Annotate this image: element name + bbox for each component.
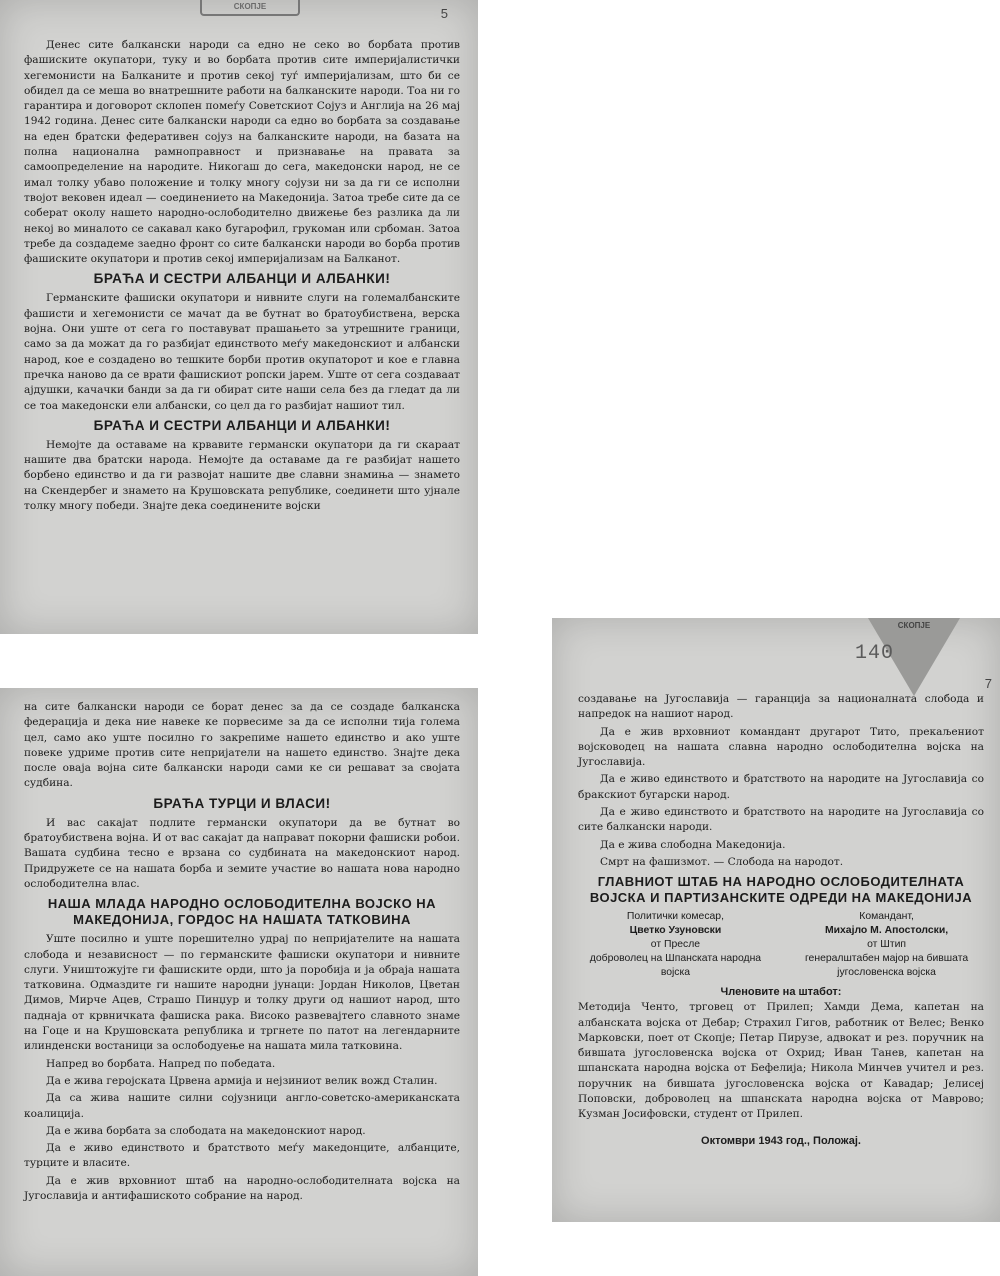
archive-stamp: СКОПЈЕ xyxy=(200,0,300,16)
slogan-line: Смрт на фашизмот. — Слобода на народот. xyxy=(600,855,844,868)
paragraph: Германските фашиски окупатори и нивните слуги на големалбанските фашисти и хегемонисти се мачат да ве бутнат во братоубиствена, верска војна. Они уште от сега го поставуват прашањето за утрешните граници, само за да можат да го разбијат единството меѓу македонскиот и албански народ, кое е создадено во тешките борби против окупаторот и кое е главна пречка наново да се врати фашискиот ропски јарем. Уште от сега создаваат ајдушки, качачки банди за да ги обират сите наши села без да гледат да ли се тоа македонски ели албански, со цел да го разбијат нашиот тил. xyxy=(24,292,460,412)
text-column xyxy=(578,692,984,1147)
section-heading: БРАЋА И СЕСТРИ АЛБАНЦИ И АЛБАНКИ! xyxy=(93,271,391,287)
paragraph: Уште посилно и уште порешително удрај по непријателите на нашата слобода и независност — по германските фашиски окупатори и нивните слуги. Уништожујте ги фашиските орди, што ја поробија и ја обраја нашата татковина. Одмаздите ги нашите народни јунаци: Јордан Николов, Цветан Димов, Мирче Ацев, Страшо Пинџур и толку други од нашиот народ, што паднаја от крвничката фашиска рака. Високо развевајтего славното знаме на Гоце и на Крушовската републикa и тргнете по патот на легендарните илинденски востаници за ослободуење на нашата мила татковина. xyxy=(24,933,460,1053)
slogan-line: Да е жива геројската Црвена армија и нејзиниот велик вожд Сталин. xyxy=(46,1074,438,1087)
staff-members-list: Методија Ченто, трговец от Прилеп; Хамди Дема, капетан на албанската војска от Дебар; Страхил Гигов, работник от Велес; Венко Марковски, поет от Скопје; Петар Пирузе, адвокат и рез. поручник на бившата југословенска војска от Охрид; Иван Танев, капетан на шпанската народна војска от Бефелија; Никола Минчев учител и рез. поручник на бившата југословенска војска от Кавадар; Јелисеј Поповски, доброволец на шпанската народна војска от Маврово; Кузман Јосифовски, студент от Прилеп. xyxy=(578,1001,984,1121)
date-line: Октомври 1943 год., Положај. xyxy=(701,1134,861,1147)
signature-role: Политички комесар, xyxy=(626,911,724,923)
paragraph: на сите балкански народи се борат денес за да се создаде балканска федерација и дека ние навеке ке порвесиме за да се исполни тија голема цел, само ако уште посилно го закрепиме нашето единство и ако уште повеке удриме против сите непријатели на нашето единство. Знајте дека после оваја војна сите балкански народи сами ке си решават за својата судбина. xyxy=(24,701,460,790)
paragraph: Денес сите балкански народи са едно не секо во борбата против фашиските окупатори, туку и во борбата против сите империјалистички хегемонисти на Балканите и против секој туѓ империјализам, што би се обидел да се меша во внатрешните работи на балканските народи. Тоа ни го гарантира и договорот склопен помеѓу Советскиот Сојуз и Англија на 26 мај 1942 година. Денес сите балкански народи са едно во борбата за создавање на еден братски федеративен сојуз на балканските народи, на базата на полна национална рамноправност и признавање на правата за самоопределение на народите. Никогаш до сега, македонски народ, не се имал толку убаво положение и толку многу сојузи ни за да ги се исполни твојот вековен идеал — соединението на Македонија. Затоа требе сите да се соберат околу нашето народно-ослободително движење без разлика да ли некој во миналото се сакавал како бугарофил, грукоман или србоман. Затоа требе да создадеме заедно фронт со сите балкански народи во борба против фашиските окупатори и против секој империјализам на Балканот. xyxy=(24,39,460,266)
section-heading: БРАЋА ТУРЦИ И ВЛАСИ! xyxy=(153,795,331,811)
text-column xyxy=(24,38,460,516)
commander-signature xyxy=(789,910,984,980)
paragraph: создавање на Југославија — гаранција за националната слобода и напредок на нашиот народ. xyxy=(578,693,984,721)
signature-name: Цветко Узуновски xyxy=(629,925,722,937)
commissar-signature xyxy=(578,910,773,980)
signatures xyxy=(578,910,984,980)
signature-role: Командант, xyxy=(859,911,914,923)
document-page-7 xyxy=(552,618,1000,1222)
signature-origin: от Пресле xyxy=(650,939,701,951)
document-page-6 xyxy=(0,688,478,1276)
signature-name: Михајло М. Апостолски, xyxy=(824,925,949,937)
staff-members-title: Членовите на штабот: xyxy=(720,986,842,999)
section-heading: НАША МЛАДА НАРОДНО ОСЛОБОДИТЕЛНА ВОЈСКО НА МАКЕДОНИЈА, ГОРДОС НА НАШАТА ТАТКОВИНА xyxy=(47,896,437,928)
slogan-line: Да е живо единството и братството меѓу македонците, албанците, турците и власите. xyxy=(24,1142,460,1170)
slogan-line: Да е жив врховниот командант другарот Тито, прекаљениот војсководец на нашата славна народно ослободителна војска на Југославија. xyxy=(578,725,984,769)
paragraph: И вас сакајат подлите германски окупатори да ве бутнат во братоубиствена војна. И от вас сакајат да направат покорни фашиски робои. Вашата судбина тесно е врзана со судбината на македонскиот народ. Придружете се на нашата борба и земите участие во нашата нова народно ослободителна влас. xyxy=(24,816,460,890)
slogan-line: Да е живо единството и братството на народите на Југославија со бракскиот бугарски народ. xyxy=(578,773,984,801)
slogan-line: Напред во борбата. Напред по победата. xyxy=(46,1057,276,1070)
slogan-line: Да е живо единството и братството на народите на Југославија со сите балкански народи. xyxy=(578,806,984,834)
slogan-line: Да са жива нашите силни сојузници англо-советско-американската коалиција. xyxy=(24,1092,460,1120)
archive-stamp-text: СКОПЈЕ xyxy=(897,621,931,630)
text-column xyxy=(24,700,460,1206)
signature-origin: от Штип xyxy=(867,939,907,951)
page-number: 7 xyxy=(984,676,992,691)
slogan-line: Да е жива слободна Македонија. xyxy=(600,838,786,851)
page-number: 5 xyxy=(440,6,448,21)
paragraph: Немојте да оставаме на крвавите германски окупатори да ги скараат нашите два братски народа. Немојте да оставаме да ге разбијат нашето борбено единство и да ги развојат нашите две славни знамиња — знамето на Скендербег и знамето на Крушовската републике, соединети што ујнале толку многу победи. Знајте дека соединените војски xyxy=(24,438,460,513)
signature-note: доброволец на Шпанската народна војска xyxy=(589,953,762,979)
slogan-line: Да е жив врховниот штаб на народно-ослободителната војска на Југославија и антифашиското собрание на народ. xyxy=(24,1174,460,1203)
slogan-line: Да е жива борбата за слободата на македонскиот народ. xyxy=(46,1124,366,1137)
document-page-5 xyxy=(0,0,478,634)
section-heading: БРАЋА И СЕСТРИ АЛБАНЦИ И АЛБАНКИ! xyxy=(93,417,391,433)
staff-heading: ГЛАВНИОТ ШТАБ НА НАРОДНО ОСЛОБОДИТЕЛНАТА ВОЈСКА И ПАРТИЗАНСКИТЕ ОДРЕДИ НА МАКЕДОНИЈА xyxy=(589,874,973,906)
registration-number: 140 xyxy=(854,642,894,665)
signature-note: генералштабен мајор на бившата југословенска војска xyxy=(804,953,969,979)
